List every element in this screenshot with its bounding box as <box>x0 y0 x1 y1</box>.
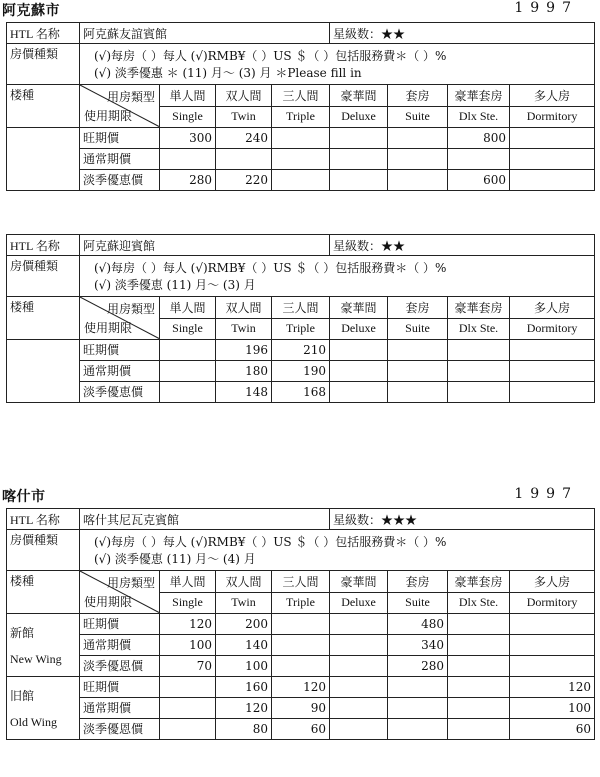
column-header-zh: 套房 <box>388 297 448 319</box>
rate-cell <box>160 339 216 360</box>
rate-cell: 148 <box>216 381 272 402</box>
rate-cell <box>510 381 595 402</box>
rate-cell <box>388 697 448 718</box>
price-type-cell <box>80 44 595 85</box>
price-type-label: 房價種類 <box>7 530 80 571</box>
rate-cell: 200 <box>216 613 272 634</box>
rate-row <box>7 148 595 169</box>
building-cell <box>7 613 80 676</box>
period-label: 淡季優恩價 <box>80 655 160 676</box>
rate-cell <box>160 718 216 739</box>
column-header-zh: 豪華套房 <box>448 297 510 319</box>
price-type-line-1: (√)每房（ ）每人 (√)RMB¥（ ）US ＄（ ）包括服務費＊（ ）% <box>94 535 447 549</box>
column-header-en: Dormitory <box>510 592 595 613</box>
price-type-row <box>7 530 595 571</box>
hotel-name-label: HTL 名称 <box>7 23 80 44</box>
price-type-row <box>7 256 595 297</box>
period-label: 通常期價 <box>80 634 160 655</box>
column-header-en: Twin <box>216 592 272 613</box>
rate-cell <box>448 381 510 402</box>
period-label: 淡季優恵價 <box>80 169 160 190</box>
rate-cell <box>448 697 510 718</box>
rate-row <box>7 169 595 190</box>
hotel-rate-table <box>6 234 595 403</box>
rate-cell: 100 <box>216 655 272 676</box>
rate-cell <box>330 634 388 655</box>
column-header-en: Suite <box>388 318 448 339</box>
column-header-zh: 多人房 <box>510 85 595 107</box>
rate-cell <box>272 655 330 676</box>
star-rating: ★★ <box>381 26 406 41</box>
building-name-en: New Wing <box>10 651 62 666</box>
star-label: 星級数： <box>333 512 382 527</box>
rate-cell <box>216 148 272 169</box>
column-header-en: Single <box>160 106 216 127</box>
rate-cell <box>388 148 448 169</box>
hotel-name-row <box>7 23 595 44</box>
price-type-row <box>7 44 595 85</box>
period-label: 淡季優恵價 <box>80 381 160 402</box>
column-header-en: Triple <box>272 592 330 613</box>
rate-cell: 140 <box>216 634 272 655</box>
rate-cell <box>330 697 388 718</box>
rate-cell: 340 <box>388 634 448 655</box>
column-header-row <box>7 297 595 319</box>
diagonal-header-cell <box>80 297 160 340</box>
rate-cell: 220 <box>216 169 272 190</box>
rate-cell <box>330 718 388 739</box>
rate-cell: 280 <box>388 655 448 676</box>
column-header-zh: 豪華間 <box>330 85 388 107</box>
column-header-zh: 単人間 <box>160 85 216 107</box>
rate-row <box>7 339 595 360</box>
hotel-name-cell <box>80 509 330 530</box>
room-type-header: 用房類型 <box>106 576 155 590</box>
price-type-line-1: (√)每房（ ）每人 (√)RMB¥（ ）US ＄（ ）包括服務費＊（ ）% <box>94 261 447 275</box>
column-header-en: Single <box>160 318 216 339</box>
star-rating-cell <box>330 235 595 256</box>
rate-cell <box>510 655 595 676</box>
building-cell <box>7 127 80 190</box>
column-header-en: Deluxe <box>330 318 388 339</box>
hotel-name-label: HTL 名称 <box>7 509 80 530</box>
building-label-cell <box>7 297 80 319</box>
star-label: 星級数： <box>333 26 382 41</box>
hotel-name-cell <box>80 23 330 44</box>
building-spacer <box>7 318 80 339</box>
rate-cell <box>160 676 216 697</box>
price-type-label: 房價種類 <box>7 44 80 85</box>
column-header-zh: 双人間 <box>216 297 272 319</box>
city-name: 阿克蘇市 <box>2 3 60 19</box>
star-rating: ★★ <box>381 238 406 253</box>
column-header-zh: 単人間 <box>160 297 216 319</box>
rate-cell <box>510 613 595 634</box>
column-header-zh: 套房 <box>388 85 448 107</box>
column-header-en: Suite <box>388 592 448 613</box>
period-label: 通常期價 <box>80 697 160 718</box>
rate-cell: 480 <box>388 613 448 634</box>
rate-cell <box>388 339 448 360</box>
price-type-line-2: (√) 淡季優恵 (11) 月～ (4) 月 <box>94 552 256 566</box>
rate-cell <box>448 360 510 381</box>
rate-cell <box>388 169 448 190</box>
price-type-line-2: (√) 淡季優惠 ＊ (11) 月～ (3) 月 ＊Please fill in <box>94 66 362 80</box>
rate-cell <box>160 360 216 381</box>
rate-cell <box>510 339 595 360</box>
rate-row <box>7 381 595 402</box>
period-label: 通常期價 <box>80 360 160 381</box>
rate-cell <box>388 127 448 148</box>
rate-cell: 168 <box>272 381 330 402</box>
rate-row <box>7 718 595 739</box>
year: 1997 <box>514 0 578 16</box>
column-header-zh: 多人房 <box>510 297 595 319</box>
rate-cell <box>448 676 510 697</box>
room-type-header: 用房類型 <box>106 90 155 104</box>
column-header-zh: 三人間 <box>272 571 330 593</box>
column-header-zh: 多人房 <box>510 571 595 593</box>
rate-cell <box>510 169 595 190</box>
rate-cell: 210 <box>272 339 330 360</box>
building-label-cell <box>7 85 80 107</box>
column-header-en: Dlx Ste. <box>448 106 510 127</box>
hotel-name-row <box>7 235 595 256</box>
period-label: 旺期價 <box>80 676 160 697</box>
hotel-name-label: HTL 名称 <box>7 235 80 256</box>
rate-cell <box>388 360 448 381</box>
column-header-en: Dormitory <box>510 318 595 339</box>
rate-row <box>7 127 595 148</box>
rate-cell: 160 <box>216 676 272 697</box>
rate-cell <box>448 634 510 655</box>
price-type-line-2: (√) 淡季優恵 (11) 月～ (3) 月 <box>94 278 256 292</box>
building-name-en: Old Wing <box>10 714 57 729</box>
diagonal-header-cell <box>80 85 160 128</box>
column-header-zh: 単人間 <box>160 571 216 593</box>
column-header-en: Dormitory <box>510 106 595 127</box>
city-name: 喀什市 <box>2 489 46 505</box>
room-type-header: 用房類型 <box>106 302 155 316</box>
rate-row <box>7 655 595 676</box>
column-header-en: Deluxe <box>330 592 388 613</box>
rate-row <box>7 676 595 697</box>
city-header <box>0 486 600 504</box>
rate-cell <box>448 613 510 634</box>
column-header-row <box>7 571 595 593</box>
year: 1997 <box>514 486 578 502</box>
column-header-en: Single <box>160 592 216 613</box>
building-spacer <box>7 106 80 127</box>
rate-row <box>7 634 595 655</box>
rate-row <box>7 360 595 381</box>
rate-cell: 100 <box>510 697 595 718</box>
period-label: 旺期價 <box>80 613 160 634</box>
column-header-zh: 豪華套房 <box>448 571 510 593</box>
building-name: 旧館 <box>10 688 35 703</box>
period-header: 使用期限 <box>84 320 133 335</box>
column-header-en: Dlx Ste. <box>448 318 510 339</box>
hotel-name-cell <box>80 235 330 256</box>
rate-cell <box>272 634 330 655</box>
rate-cell <box>330 148 388 169</box>
column-header-en: Twin <box>216 106 272 127</box>
period-label: 通常期價 <box>80 148 160 169</box>
period-label: 旺期價 <box>80 127 160 148</box>
rate-cell <box>330 613 388 634</box>
price-type-label: 房價種類 <box>7 256 80 297</box>
rate-cell: 120 <box>272 676 330 697</box>
rate-cell <box>510 127 595 148</box>
rate-cell <box>272 127 330 148</box>
building-cell <box>7 676 80 739</box>
building-label-cell <box>7 571 80 593</box>
star-rating: ★★★ <box>381 512 418 527</box>
rate-cell <box>272 169 330 190</box>
period-label: 旺期價 <box>80 339 160 360</box>
period-header: 使用期限 <box>84 594 133 609</box>
building-name: 新館 <box>10 625 35 640</box>
rate-cell: 800 <box>448 127 510 148</box>
rate-cell: 70 <box>160 655 216 676</box>
hotel-name: 阿克蘇友誼賓館 <box>83 26 168 41</box>
rate-cell <box>330 169 388 190</box>
rate-row <box>7 697 595 718</box>
column-header-zh: 双人間 <box>216 85 272 107</box>
price-type-line-1: (√)每房（ ）每人 (√)RMB¥（ ）US ＄（ ）包括服務費＊（ ）% <box>94 49 447 63</box>
rate-cell <box>330 360 388 381</box>
building-label: 楼種 <box>10 88 35 102</box>
rate-cell <box>330 655 388 676</box>
price-type-cell <box>80 530 595 571</box>
rate-cell <box>272 613 330 634</box>
rate-cell: 600 <box>448 169 510 190</box>
building-label: 楼種 <box>10 574 35 588</box>
column-header-en: Triple <box>272 106 330 127</box>
column-header-zh: 三人間 <box>272 85 330 107</box>
rate-cell: 60 <box>510 718 595 739</box>
rate-cell: 196 <box>216 339 272 360</box>
rate-cell: 80 <box>216 718 272 739</box>
price-type-cell <box>80 256 595 297</box>
rate-cell <box>388 676 448 697</box>
rate-cell <box>330 339 388 360</box>
rate-cell: 120 <box>160 613 216 634</box>
column-header-zh: 豪華間 <box>330 571 388 593</box>
rate-cell: 90 <box>272 697 330 718</box>
hotel-rate-table <box>6 508 595 740</box>
rate-cell: 100 <box>160 634 216 655</box>
rate-row <box>7 613 595 634</box>
hotel-name: 喀什其尼瓦克賓館 <box>83 512 180 527</box>
rate-cell <box>388 381 448 402</box>
rate-cell <box>510 148 595 169</box>
hotel-name: 阿克蘇迎賓館 <box>83 238 156 253</box>
rate-cell <box>160 697 216 718</box>
column-header-en: Suite <box>388 106 448 127</box>
rate-cell <box>448 339 510 360</box>
rate-cell <box>160 148 216 169</box>
rate-cell: 120 <box>510 676 595 697</box>
period-header: 使用期限 <box>84 108 133 123</box>
diagonal-header-cell <box>80 571 160 614</box>
rate-cell <box>330 127 388 148</box>
rate-cell: 60 <box>272 718 330 739</box>
rate-cell <box>160 381 216 402</box>
period-label: 淡季優恩價 <box>80 718 160 739</box>
rate-cell: 190 <box>272 360 330 381</box>
column-header-zh: 双人間 <box>216 571 272 593</box>
rate-cell <box>510 634 595 655</box>
rate-cell <box>388 718 448 739</box>
rate-cell <box>448 148 510 169</box>
column-header-zh: 套房 <box>388 571 448 593</box>
rate-cell <box>272 148 330 169</box>
rate-cell <box>448 655 510 676</box>
rate-cell <box>510 360 595 381</box>
star-label: 星級数： <box>333 238 382 253</box>
rate-cell: 280 <box>160 169 216 190</box>
column-header-row <box>7 85 595 107</box>
rate-cell: 240 <box>216 127 272 148</box>
column-header-zh: 豪華間 <box>330 297 388 319</box>
hotel-name-row <box>7 509 595 530</box>
column-header-en: Triple <box>272 318 330 339</box>
star-rating-cell <box>330 23 595 44</box>
rate-cell: 180 <box>216 360 272 381</box>
building-label: 楼種 <box>10 300 35 314</box>
column-header-en: Twin <box>216 318 272 339</box>
rate-cell <box>330 381 388 402</box>
rate-cell: 300 <box>160 127 216 148</box>
rate-cell <box>330 676 388 697</box>
building-cell <box>7 339 80 402</box>
rate-cell <box>448 718 510 739</box>
city-header <box>0 0 600 18</box>
column-header-en: Deluxe <box>330 106 388 127</box>
rate-cell: 120 <box>216 697 272 718</box>
star-rating-cell <box>330 509 595 530</box>
column-header-en: Dlx Ste. <box>448 592 510 613</box>
building-spacer <box>7 592 80 613</box>
hotel-rate-table <box>6 22 595 191</box>
column-header-zh: 豪華套房 <box>448 85 510 107</box>
column-header-zh: 三人間 <box>272 297 330 319</box>
